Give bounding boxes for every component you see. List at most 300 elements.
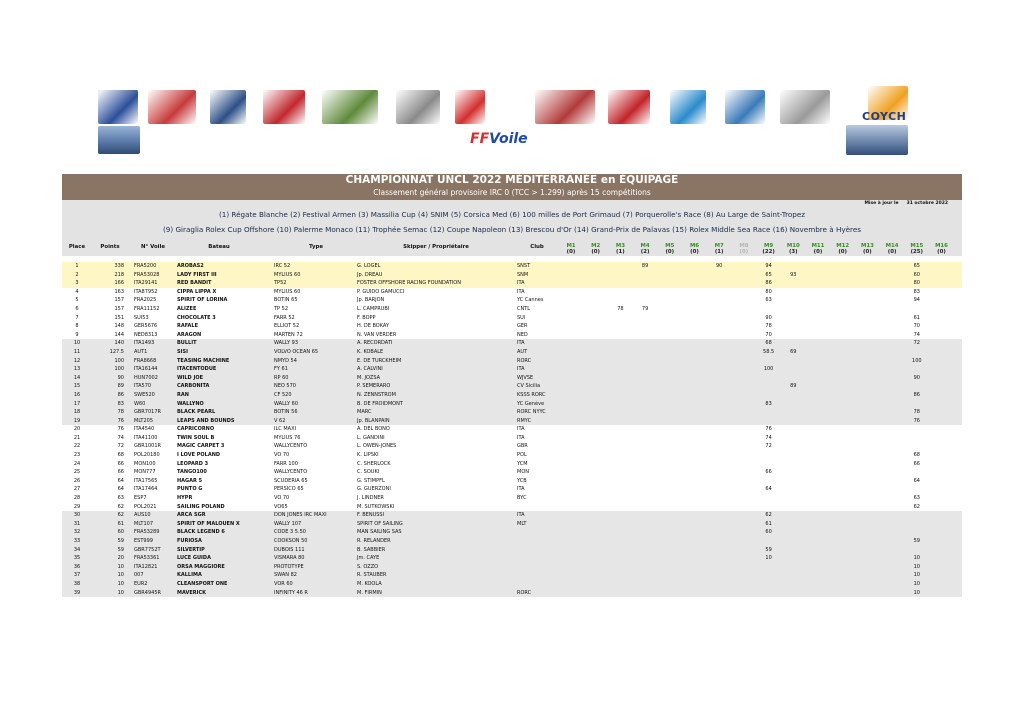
skipper-cell: P. GUIDO GAMUCCI xyxy=(357,288,405,295)
table-row xyxy=(62,417,962,426)
club-cell: WJVSE xyxy=(517,374,534,381)
sponsor-logo-strip xyxy=(0,0,1024,160)
col-club: Club xyxy=(530,244,544,250)
place-cell: 33 xyxy=(73,538,81,544)
sail-number-cell: ITA17565 xyxy=(134,477,158,484)
logo-2 xyxy=(148,90,196,124)
round-header-m5: M5 (0) xyxy=(665,243,675,255)
club-cell: AUT xyxy=(517,348,528,355)
table-row xyxy=(62,460,962,469)
skipper-cell: F. BENUSSI xyxy=(357,512,385,519)
round-score-m9: 90 xyxy=(765,314,772,321)
sail-number-cell: ITA1493 xyxy=(134,340,155,347)
boat-cell: CARBONITA xyxy=(177,383,210,390)
place-cell: 23 xyxy=(73,452,81,459)
place-cell: 6 xyxy=(75,305,79,312)
table-row xyxy=(62,288,962,297)
place-cell: 14 xyxy=(73,374,81,381)
boat-cell: ORSA MAGGIORE xyxy=(177,563,225,570)
boat-cell: HYPR xyxy=(177,495,193,502)
points-cell: 66 xyxy=(117,469,124,476)
skipper-cell: P. SEMERARO xyxy=(357,383,391,390)
sail-number-cell: NED8313 xyxy=(134,331,158,338)
points-cell: 64 xyxy=(117,477,124,484)
place-cell: 34 xyxy=(73,546,81,553)
round-header-m2: M2 (0) xyxy=(591,243,601,255)
table-row xyxy=(62,563,962,572)
points-cell: 63 xyxy=(117,495,124,502)
type-cell: VO65 xyxy=(274,503,288,510)
sail-number-cell: AUS10 xyxy=(134,512,151,519)
boat-cell: RAFALE xyxy=(177,323,199,330)
club-cell: ITA xyxy=(517,486,525,493)
sail-number-cell: FRA53289 xyxy=(134,529,160,536)
skipper-cell: L. CAMPRUBI xyxy=(357,305,390,312)
place-cell: 22 xyxy=(73,443,81,450)
points-cell: 62 xyxy=(117,503,124,510)
logo-4 xyxy=(263,90,305,124)
type-cell: BOTIN 65 xyxy=(274,297,298,304)
type-cell: VOR 60 xyxy=(274,580,293,587)
skipper-cell: K. LIPSKI xyxy=(357,452,379,459)
type-cell: MYLIUS 76 xyxy=(274,434,301,441)
table-row xyxy=(62,442,962,451)
points-cell: 157 xyxy=(114,297,124,304)
sail-number-cell: GBR1001R xyxy=(134,443,161,450)
round-score-m15: 60 xyxy=(913,271,920,278)
boat-cell: ITACENTODUE xyxy=(177,366,217,373)
place-cell: 18 xyxy=(73,409,81,416)
round-score-m15: 86 xyxy=(913,391,920,398)
boat-cell: LEAPS AND BOUNDS xyxy=(177,417,235,424)
points-cell: 62 xyxy=(117,512,124,519)
round-score-m3: 78 xyxy=(617,305,624,312)
round-legend-line-1: (1) Régate Blanche (2) Festival Armen (3) Massilia Cup (4) SNIM (5) Corsica Med (6) 100 milles de Port Grimaud (7) Porquerolle's Race (8) Au Large de Saint-Tropez xyxy=(218,210,806,219)
boat-cell: SPIRIT OF MALOUEN X xyxy=(177,520,240,527)
round-score-m9: 70 xyxy=(765,331,772,338)
sail-number-cell: EST999 xyxy=(134,538,153,544)
points-cell: 83 xyxy=(117,400,124,407)
skipper-cell: Jp. BLANPAIN xyxy=(357,417,390,424)
sail-number-cell: W60 xyxy=(134,400,146,407)
table-row xyxy=(62,434,962,443)
skipper-cell: R. STAUBER xyxy=(357,572,387,579)
points-cell: 76 xyxy=(117,426,124,433)
boat-cell: SPIRIT OF LORINA xyxy=(177,297,228,304)
skipper-cell: K. KOBALE xyxy=(357,348,384,355)
round-score-m9: 76 xyxy=(765,426,772,433)
points-cell: 10 xyxy=(117,580,124,587)
table-row xyxy=(62,365,962,374)
round-score-m9: 83 xyxy=(765,400,772,407)
boat-cell: WILD JOE xyxy=(177,374,203,381)
place-cell: 17 xyxy=(73,400,81,407)
place-cell: 37 xyxy=(73,572,81,579)
club-cell: ITA xyxy=(517,366,525,373)
points-cell: 72 xyxy=(117,443,124,450)
club-cell: SNST xyxy=(517,263,531,269)
club-cell: KSSS RORC xyxy=(517,391,546,398)
type-cell: VO 70 xyxy=(274,495,290,502)
sail-number-cell: FRA53028 xyxy=(134,271,160,278)
round-score-m9: 10 xyxy=(765,555,772,562)
round-score-m9: 94 xyxy=(765,263,772,269)
sail-number-cell: POL20180 xyxy=(134,452,160,459)
page-title: CHAMPIONNAT UNCL 2022 MÉDITERRANÉE en ÉQUIPAGE xyxy=(345,174,679,186)
place-cell: 30 xyxy=(73,512,81,519)
round-legend-line-2: (9) Giraglia Rolex Cup Offshore (10) Palerme Monaco (11) Trophée Semac (12) Coupe Napoleon (13) Brescou d'Or (14) Grand-Prix de Palavas (15) Rolex Middle Sea Race (16) Novembre à Hyères xyxy=(162,225,862,234)
skipper-cell: S. OZZO xyxy=(357,563,379,570)
table-row xyxy=(62,485,962,494)
skipper-cell: L. GANDINI xyxy=(357,434,385,441)
round-score-m15: 10 xyxy=(913,572,920,579)
skipper-cell: Jm. CAYE xyxy=(357,555,380,562)
type-cell: FARR 100 xyxy=(274,460,298,467)
logo-10 xyxy=(670,90,706,124)
club-cell: POL xyxy=(517,452,527,459)
round-score-m9: 62 xyxy=(765,512,772,519)
skipper-cell: N. VAN VERDER xyxy=(357,331,397,338)
round-score-m9: 100 xyxy=(763,366,774,373)
place-cell: 19 xyxy=(73,417,81,424)
round-score-m15: 76 xyxy=(913,417,920,424)
table-row xyxy=(62,580,962,589)
type-cell: DUBOIS 111 xyxy=(274,546,305,553)
round-header-m1: M1 (0) xyxy=(566,243,576,255)
points-cell: 151 xyxy=(114,314,124,321)
table-row xyxy=(62,314,962,323)
points-cell: 61 xyxy=(117,520,124,527)
round-score-m9: 59 xyxy=(765,546,772,553)
boat-cell: WALLYNO xyxy=(177,400,204,407)
points-cell: 66 xyxy=(117,460,124,467)
type-cell: MARTEN 72 xyxy=(274,331,303,338)
skipper-cell: B. DE FROIDMONT xyxy=(357,400,403,407)
type-cell: PERSICO 65 xyxy=(274,486,304,493)
sail-number-cell: 007 xyxy=(134,572,144,579)
place-cell: 31 xyxy=(73,520,81,527)
club-cell: ITA xyxy=(517,340,525,347)
table-row xyxy=(62,589,962,598)
table-row xyxy=(62,408,962,417)
table-row xyxy=(62,322,962,331)
points-cell: 10 xyxy=(117,572,124,579)
club-cell: ITA xyxy=(517,288,525,295)
type-cell: VO 70 xyxy=(274,452,290,459)
round-score-m9: 58.5 xyxy=(763,348,775,355)
points-cell: 76 xyxy=(117,417,124,424)
skipper-cell: M. FIRMIN xyxy=(357,589,382,596)
round-score-m15: 70 xyxy=(913,323,920,330)
skipper-cell: L. OWEN-JONES xyxy=(357,443,397,450)
type-cell: PROTOTYPE xyxy=(274,563,304,570)
round-header-m12: M12 (0) xyxy=(836,243,850,255)
sail-number-cell: MLT107 xyxy=(134,520,154,527)
round-score-m15: 74 xyxy=(913,331,920,338)
points-cell: 89 xyxy=(117,383,124,390)
club-cell: YC Cannes xyxy=(517,297,544,304)
sail-number-cell: MON777 xyxy=(134,469,156,476)
type-cell: RP 60 xyxy=(274,374,289,381)
update-stamp: Mise à jour le 31 octobre 2022 xyxy=(864,201,948,206)
coych-logo: COYCH xyxy=(862,110,907,123)
boat-cell: LUCE GUIDA xyxy=(177,555,211,562)
boat-cell: CHOCOLATE 3 xyxy=(177,314,216,321)
round-score-m15: 10 xyxy=(913,589,920,596)
round-score-m9: 74 xyxy=(765,434,772,441)
round-header-m6: M6 (0) xyxy=(689,243,700,255)
col-points: Points xyxy=(100,244,120,250)
type-cell: TP 52 xyxy=(274,305,289,312)
round-score-m15: 80 xyxy=(913,280,920,287)
boat-cell: AROBAS2 xyxy=(177,263,204,269)
table-row xyxy=(62,528,962,537)
sail-number-cell: MLT205 xyxy=(134,417,154,424)
round-score-m15: 66 xyxy=(913,460,920,467)
logo-8 xyxy=(535,90,595,124)
boat-cell: BULLIT xyxy=(177,340,197,347)
points-cell: 74 xyxy=(117,434,124,441)
sail-number-cell: POL2021 xyxy=(134,503,157,510)
type-cell: BOTIN 56 xyxy=(274,409,298,416)
round-header-m4: M4 (2) xyxy=(640,243,650,255)
place-cell: 20 xyxy=(73,426,81,433)
logo-12 xyxy=(780,90,830,124)
boat-cell: BLACK PEARL xyxy=(177,409,216,416)
place-cell: 28 xyxy=(73,495,81,502)
skipper-cell: H. DE BOKAY xyxy=(357,323,390,330)
sail-number-cell: ESP7 xyxy=(134,495,147,502)
sail-number-cell: FRA2025 xyxy=(134,297,157,304)
boat-cell: BLACK LEGEND 6 xyxy=(177,529,225,536)
table-row xyxy=(62,451,962,460)
skipper-cell: A. RECORDATI xyxy=(357,340,393,347)
sail-number-cell: ITA87952 xyxy=(134,288,158,295)
type-cell: ILC MAXI xyxy=(274,426,296,433)
table-row xyxy=(62,554,962,563)
round-score-m15: 64 xyxy=(913,477,920,484)
table-row xyxy=(62,357,962,366)
type-cell: MYLIUS 60 xyxy=(274,271,301,278)
round-header-m3: M3 (1) xyxy=(615,243,625,255)
skipper-cell: MAN SAILING SAS xyxy=(357,529,402,536)
points-cell: 68 xyxy=(117,452,124,459)
table-row xyxy=(62,279,962,288)
type-cell: WALLYCENTO xyxy=(274,469,308,476)
round-score-m15: 65 xyxy=(913,263,920,269)
type-cell: CODE 3 5.50 xyxy=(274,529,306,536)
boat-cell: SAILING POLAND xyxy=(177,503,225,510)
round-score-m15: 90 xyxy=(913,374,920,381)
table-header xyxy=(62,241,962,261)
round-header-m8: M8 (0) xyxy=(739,243,749,255)
round-score-m15: 10 xyxy=(913,580,920,587)
boat-cell: CAPRICORNO xyxy=(177,426,215,433)
skipper-cell: R. RELANDER xyxy=(357,538,391,544)
table-row xyxy=(62,400,962,409)
round-header-m13: M13 (0) xyxy=(860,243,874,255)
type-cell: VISMARA 80 xyxy=(274,555,305,562)
skipper-cell: M. SUTKOWSKI xyxy=(357,503,395,510)
skipper-cell: A. DEL BONO xyxy=(357,426,390,433)
place-cell: 27 xyxy=(73,486,81,493)
sail-number-cell: SWE520 xyxy=(134,391,155,398)
place-cell: 25 xyxy=(73,469,81,476)
table-row xyxy=(62,494,962,503)
boat-cell: PUNTO G xyxy=(177,486,203,493)
col-sail-number: N° Voile xyxy=(140,244,165,250)
round-score-m10: 89 xyxy=(790,383,797,390)
club-cell: ITA xyxy=(517,280,525,287)
club-cell: ITA xyxy=(517,426,525,433)
table-row xyxy=(62,331,962,340)
place-cell: 2 xyxy=(75,271,79,278)
type-cell: VOLVO OCEAN 65 xyxy=(274,348,319,355)
table-row xyxy=(62,571,962,580)
skipper-cell: Jp. DREAU xyxy=(357,271,383,278)
points-cell: 78 xyxy=(117,409,124,416)
place-cell: 4 xyxy=(75,288,79,295)
skipper-cell: FOSTER OFFSHORE RACING FOUNDATION xyxy=(357,280,461,287)
round-score-m15: 63 xyxy=(913,495,920,502)
round-header-m14: M14 (0) xyxy=(885,243,899,255)
points-cell: 148 xyxy=(114,323,124,330)
place-cell: 35 xyxy=(73,555,81,562)
logo-11 xyxy=(725,90,765,124)
round-score-m4: 79 xyxy=(641,305,649,312)
club-cell: YC Genève xyxy=(517,400,545,407)
club-cell: NED xyxy=(517,331,528,338)
table-row xyxy=(62,425,962,434)
col-type: Type xyxy=(308,244,324,250)
place-cell: 32 xyxy=(73,529,81,536)
col-boat: Bateau xyxy=(208,244,230,250)
round-score-m9: 80 xyxy=(765,288,772,295)
points-cell: 127.5 xyxy=(109,348,124,355)
points-cell: 144 xyxy=(114,331,124,338)
logo-6 xyxy=(396,90,440,124)
place-cell: 7 xyxy=(75,314,79,321)
skipper-cell: N. ZENNSTROM xyxy=(357,391,396,398)
round-score-m9: 60 xyxy=(765,529,772,536)
sail-number-cell: GBR7017R xyxy=(134,409,161,416)
place-cell: 5 xyxy=(75,297,79,304)
round-score-m9: 66 xyxy=(765,469,772,476)
round-score-m15: 83 xyxy=(913,288,920,295)
table-row xyxy=(62,477,962,486)
place-cell: 21 xyxy=(73,434,81,441)
club-cell: RORC xyxy=(517,589,532,596)
club-cell: RMYC xyxy=(517,417,532,424)
round-score-m9: 68 xyxy=(765,340,772,347)
sail-number-cell: FRA11152 xyxy=(134,305,160,312)
skipper-cell: G. STIMPFL xyxy=(357,477,385,484)
place-cell: 1 xyxy=(75,263,79,269)
place-cell: 38 xyxy=(73,580,81,587)
sail-number-cell: FRA8668 xyxy=(134,357,157,364)
skipper-cell: G. LOGEL xyxy=(357,263,381,269)
points-cell: 100 xyxy=(114,357,124,364)
standings-table xyxy=(62,262,962,597)
page-subtitle: Classement général provisoire IRC 0 (TCC > 1.299) après 15 compétitions xyxy=(373,188,651,197)
type-cell: WALLYCENTO xyxy=(274,443,308,450)
place-cell: 15 xyxy=(73,383,81,390)
boat-cell: LEOPARD 3 xyxy=(177,460,209,467)
points-cell: 86 xyxy=(117,391,124,398)
sail-number-cell: EUR2 xyxy=(134,580,148,587)
round-score-m9: 63 xyxy=(765,297,772,304)
table-row xyxy=(62,271,962,280)
type-cell: V 62 xyxy=(274,417,286,424)
points-cell: 166 xyxy=(114,280,124,287)
points-cell: 338 xyxy=(114,263,124,269)
points-cell: 59 xyxy=(117,538,124,544)
table-row xyxy=(62,546,962,555)
sail-number-cell: ITA29141 xyxy=(134,280,158,287)
table-row xyxy=(62,503,962,512)
points-cell: 218 xyxy=(114,271,124,278)
club-cell: RORC xyxy=(517,357,532,364)
table-row xyxy=(62,305,962,314)
type-cell: FY 61 xyxy=(274,366,288,373)
round-score-m15: 68 xyxy=(913,452,920,459)
boat-cell: HAGAR 5 xyxy=(177,477,203,484)
club-cell: ITA xyxy=(517,512,525,519)
type-cell: COOKSON 50 xyxy=(274,538,308,544)
club-cell: ITA xyxy=(517,434,525,441)
club-cell: YCM xyxy=(517,460,528,467)
logo-7 xyxy=(455,90,485,124)
club-cell: GBR xyxy=(517,443,528,450)
skipper-cell: Jp. BARJON xyxy=(357,297,385,304)
type-cell: WALLY 60 xyxy=(274,400,299,407)
round-score-m9: 72 xyxy=(765,443,772,450)
club-cell: GER xyxy=(517,323,528,330)
type-cell: WALLY 107 xyxy=(274,520,302,527)
club-cell: MON xyxy=(517,469,529,476)
round-score-m15: 10 xyxy=(913,555,920,562)
sail-number-cell: ITA17464 xyxy=(134,486,158,493)
place-cell: 13 xyxy=(73,366,81,373)
sail-number-cell: MON100 xyxy=(134,460,156,467)
type-cell: SCUDERIA 65 xyxy=(274,477,308,484)
points-cell: 64 xyxy=(117,486,124,493)
round-header-m7: M7 (1) xyxy=(714,243,724,255)
skipper-cell: A. CALVINI xyxy=(357,366,383,373)
round-header-m10: M10 (3) xyxy=(786,243,800,255)
place-cell: 8 xyxy=(75,323,79,330)
boat-cell: ARAGON xyxy=(177,331,202,338)
type-cell: CF 520 xyxy=(274,391,292,398)
boat-cell: TANGO100 xyxy=(177,469,207,476)
round-score-m15: 78 xyxy=(913,409,920,416)
table-row xyxy=(62,348,962,357)
boat-cell: KALLIMA xyxy=(177,572,202,579)
boat-cell: SILVERTIP xyxy=(177,546,205,553)
round-score-m15: 100 xyxy=(912,357,922,364)
type-cell: TP52 xyxy=(274,280,287,287)
type-cell: NMYD 54 xyxy=(274,357,297,364)
photo-left-bottom xyxy=(98,126,140,154)
table-row xyxy=(62,296,962,305)
table-row xyxy=(62,468,962,477)
round-score-m9: 86 xyxy=(765,280,772,287)
skipper-cell: C. SOUKI xyxy=(357,469,380,476)
boat-cell: SISI xyxy=(177,348,188,355)
skipper-cell: B. SABBIER xyxy=(357,546,386,553)
skipper-cell: M. KOOLA xyxy=(357,580,382,587)
points-cell: 60 xyxy=(117,529,124,536)
